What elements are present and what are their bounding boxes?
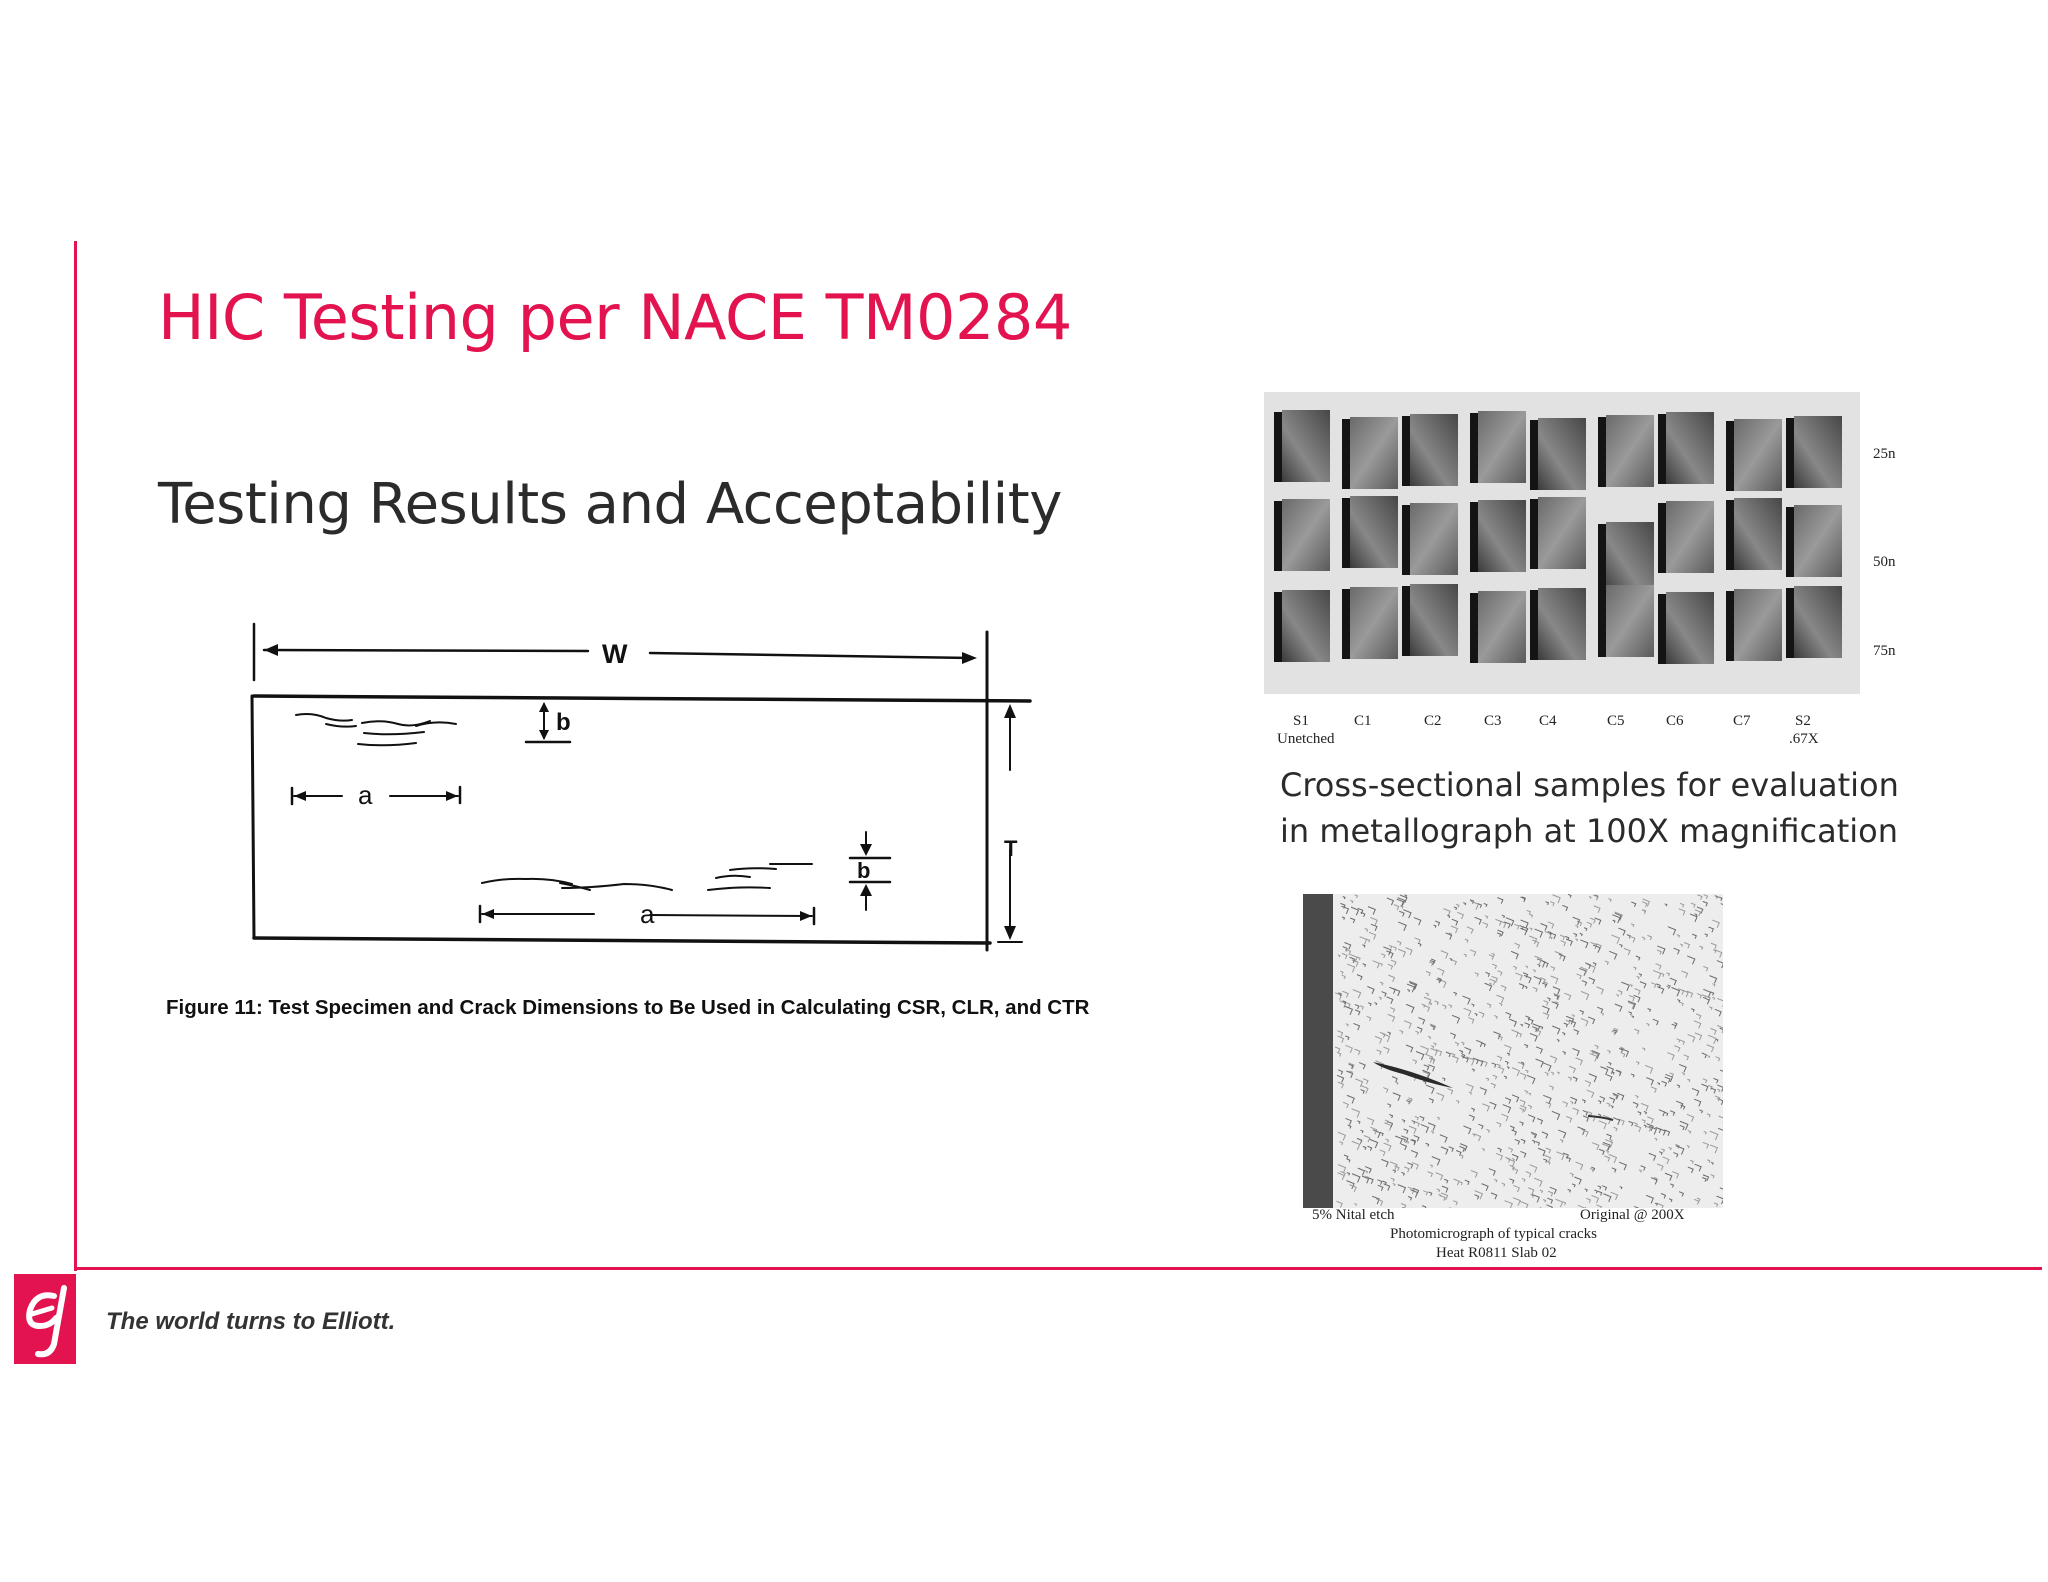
col-label: C4 [1539, 713, 1557, 729]
sample-block [1478, 411, 1526, 483]
sample-block [1538, 497, 1586, 569]
cross-section-samples-photo [1264, 392, 1860, 694]
sample-block [1282, 410, 1330, 482]
sample-block [1794, 416, 1842, 488]
col-label: C3 [1484, 713, 1502, 729]
col-sublabel-magnification: .67X [1789, 731, 1819, 747]
sample-block [1282, 499, 1330, 571]
row-label-50n: 50n [1873, 554, 1896, 570]
col-label: S1 [1293, 713, 1309, 729]
label-b-top: b [556, 709, 571, 736]
sample-block [1350, 587, 1398, 659]
slide-title: HIC Testing per NACE TM0284 [158, 281, 1072, 354]
sample-block [1538, 418, 1586, 490]
sample-block [1350, 496, 1398, 568]
cross-section-caption-line1: Cross-sectional samples for evaluation [1280, 766, 1899, 804]
label-w: W [602, 639, 628, 669]
micrograph-etch-label: 5% Nital etch [1312, 1207, 1395, 1223]
micrograph-magnification-label: Original @ 200X [1580, 1207, 1685, 1223]
row-label-25n: 25n [1873, 446, 1896, 462]
slide-subtitle: Testing Results and Acceptability [158, 472, 1062, 537]
footer-divider [74, 1267, 2042, 1270]
sample-block [1734, 419, 1782, 491]
sample-block [1350, 417, 1398, 489]
specimen-top-edge [254, 696, 1030, 701]
col-sublabel-unetched: Unetched [1277, 731, 1335, 747]
micrograph-caption-line2: Heat R0811 Slab 02 [1436, 1245, 1557, 1261]
sample-block [1538, 588, 1586, 660]
sample-block [1478, 591, 1526, 663]
col-label: C7 [1733, 713, 1751, 729]
sample-block [1410, 584, 1458, 656]
sample-block [1794, 505, 1842, 577]
col-label: C1 [1354, 713, 1372, 729]
elliott-logo-icon [14, 1274, 76, 1364]
sample-block [1666, 592, 1714, 664]
figure-caption: Figure 11: Test Specimen and Crack Dimensions to Be Used in Calculating CSR, CLR, and CTR [166, 996, 1090, 1019]
label-b-right: b [857, 858, 871, 883]
specimen-crack-diagram [230, 620, 1060, 960]
sample-block [1282, 590, 1330, 662]
sample-block [1734, 589, 1782, 661]
col-label: C6 [1666, 713, 1684, 729]
sample-block [1794, 586, 1842, 658]
cross-section-caption [1280, 762, 1980, 854]
footer-tagline: The world turns to Elliott. [106, 1308, 396, 1335]
sample-block [1606, 522, 1654, 594]
label-a-top: a [358, 780, 373, 810]
sample-block [1410, 503, 1458, 575]
cross-section-caption-line2: in metallograph at 100X magnification [1280, 812, 1898, 850]
label-a-bottom: a [640, 899, 655, 929]
sample-block [1734, 498, 1782, 570]
sample-block [1666, 501, 1714, 573]
label-t: T [1004, 836, 1018, 861]
crack-photomicrograph [1303, 894, 1723, 1208]
micrograph-caption-line1: Photomicrograph of typical cracks [1390, 1226, 1598, 1242]
sample-block [1478, 500, 1526, 572]
sample-block [1410, 414, 1458, 486]
col-label: S2 [1795, 713, 1811, 729]
sample-block [1606, 415, 1654, 487]
row-label-75n: 75n [1873, 643, 1896, 659]
vertical-accent-line [74, 241, 77, 1271]
col-label: C2 [1424, 713, 1442, 729]
sample-block [1606, 585, 1654, 657]
col-label: C5 [1607, 713, 1625, 729]
sample-block [1666, 412, 1714, 484]
